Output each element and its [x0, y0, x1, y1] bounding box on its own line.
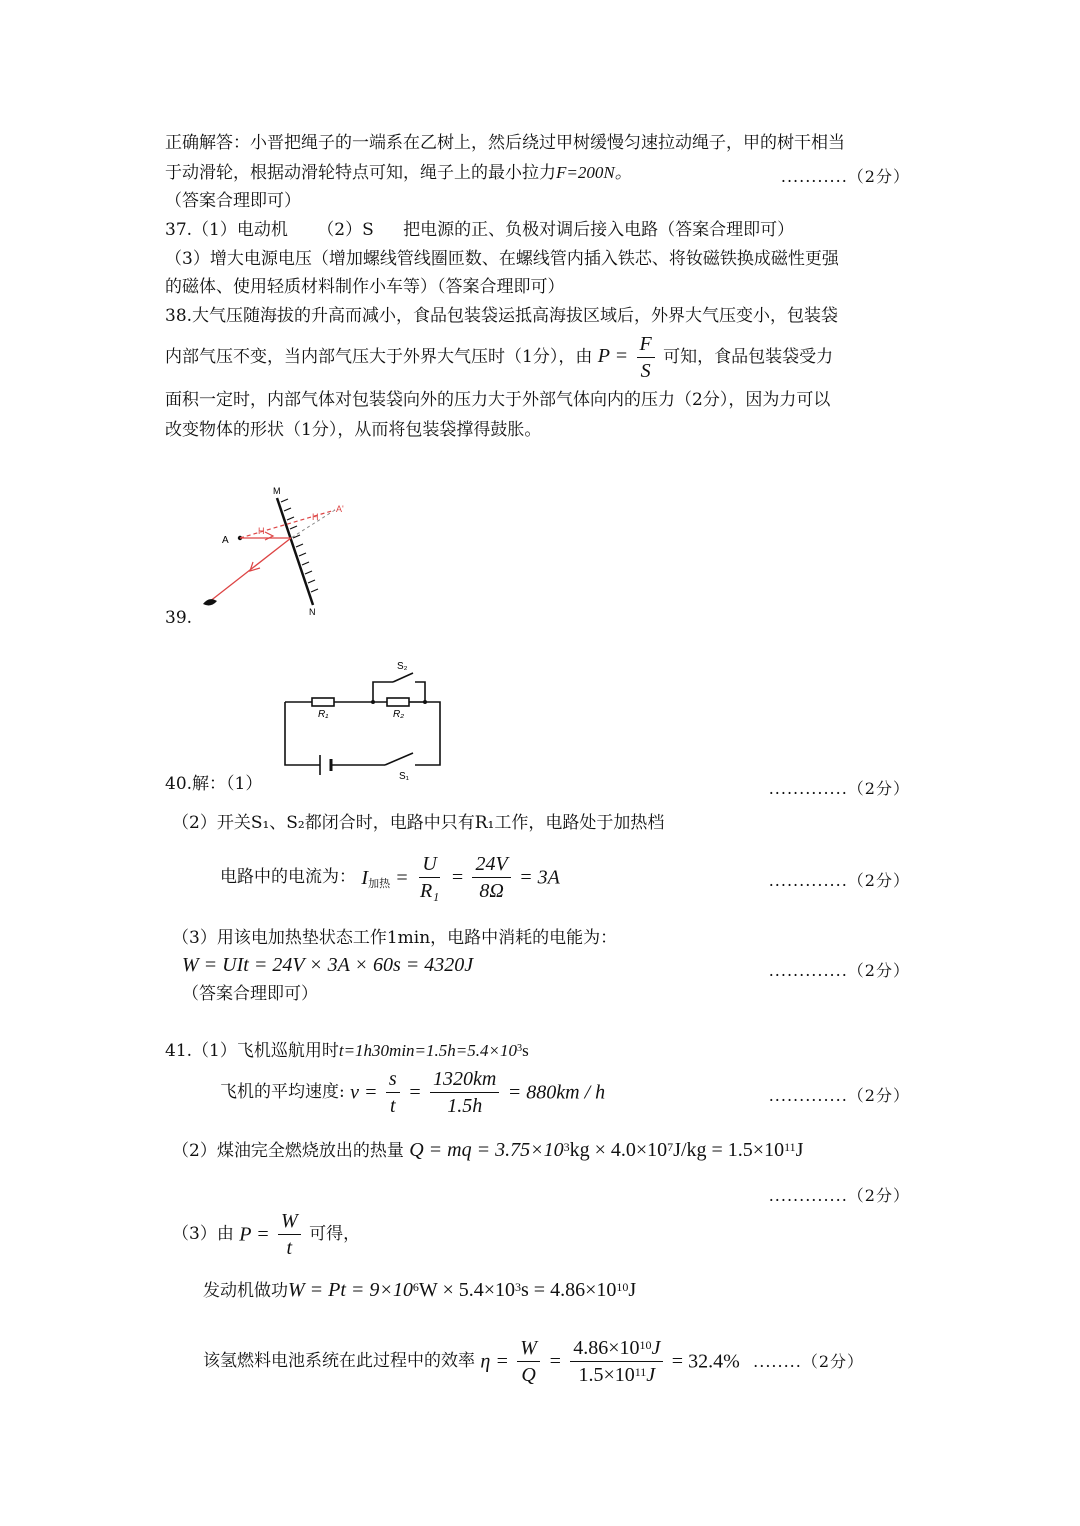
- q38-frac-den: S: [640, 360, 651, 382]
- label-r1: R₁: [318, 709, 329, 720]
- q36-score: ...........（2分）: [780, 167, 910, 186]
- label-r2: R₂: [393, 709, 405, 720]
- label-h2: H: [312, 512, 319, 522]
- q36-line2: [165, 164, 632, 182]
- q41-eff-prefix: 该氢燃料电池系统在此过程中的效率: [203, 1351, 475, 1371]
- q41-part1: [165, 1042, 529, 1060]
- s2-branch-right: [415, 682, 425, 702]
- q41-speed-lhs: v =: [350, 1081, 378, 1104]
- q38-line2: [165, 333, 833, 382]
- q40-current-score: .............（2分）: [768, 871, 910, 890]
- q41-eff-score: ........（2分）: [753, 1351, 865, 1371]
- switch-s2: [393, 673, 413, 682]
- q40-current-line: 电路中的电流为： I加热 = $\frac{U}{\text{R₁}}$ = $\frac{24V}{8\Omega}$ = 3A: [220, 853, 560, 902]
- q41-power-lhs: P =: [239, 1223, 270, 1246]
- q41-part3-prefix: （3）由: [172, 1224, 234, 1244]
- label-n: N: [309, 607, 316, 617]
- q38-line2-text-a: 内部气压不变，当内部气压大于外界大气压时（1分），由: [165, 347, 593, 367]
- q40-current-frac2: $\frac{24V}{8\Omega}$: [472, 853, 510, 902]
- label-a: A: [222, 535, 229, 546]
- q40-energy-score: .............（2分）: [768, 961, 910, 980]
- q40-current-lhs: I加热 =: [361, 866, 409, 890]
- q41-time: $t=1h30\min=1.5h=5.4\times 10^3s$: [338, 1041, 529, 1060]
- q40-part1: 40.解：（1）: [165, 774, 263, 794]
- q37-line3: 的磁体、使用轻质材料制作小车等）（答案合理即可）: [165, 277, 565, 297]
- label-s2: S₂: [397, 661, 408, 672]
- label-h1: H: [258, 526, 265, 536]
- q40-energy-formula: W = UIt = 24V × 3A × 60s = 4320J: [182, 954, 474, 976]
- q41-part3: [172, 1210, 360, 1259]
- q41-part3-suffix: 可得，: [309, 1224, 361, 1244]
- wire-right: [415, 702, 440, 765]
- q38-frac-num: F: [637, 333, 655, 358]
- q41-part2-prefix: （2）煤油完全燃烧放出的热量: [172, 1141, 404, 1161]
- q41-speed-prefix: 飞机的平均速度:: [220, 1082, 345, 1102]
- resistor-r1: [312, 698, 334, 706]
- q40-part1-score: .............（2分）: [768, 779, 910, 798]
- q41-part1-prefix: 41.（1）飞机巡航用时: [165, 1041, 339, 1061]
- incident-arrow: [265, 532, 273, 540]
- switch-s1: [385, 753, 413, 765]
- q41-speed-frac2: $\frac{1320km}{1.5h}$: [430, 1068, 499, 1117]
- label-a-prime: A': [336, 504, 344, 514]
- q41-power-frac: $\frac{W}{t}$: [278, 1210, 301, 1259]
- q37-answer-1: 37.（1）电动机: [165, 220, 288, 240]
- q38-pressure-fraction: [637, 333, 655, 382]
- resistor-r2: [387, 698, 409, 706]
- q41-speed-line: 飞机的平均速度: v = $\frac{s}{t}$ = $\frac{1320km}{1.5h}$ = 880km / h: [220, 1068, 606, 1117]
- q38-line1: 38.大气压随海拔的升高而减小，食品包装袋运抵高海拔区域后，外界大气压变小，包装袋: [165, 306, 839, 326]
- q40-circuit-diagram: [275, 655, 455, 785]
- q41-heat-formula: Q = mq = $3.75\times 10^3kg \times 4.0\times 10^7J/kg = 1.5\times 10^{11}J$: [409, 1139, 804, 1161]
- q41-work-line: [203, 1280, 636, 1300]
- q37-line1: [165, 222, 794, 239]
- eye-icon: [203, 599, 217, 605]
- q41-speed-frac1: $\frac{s}{t}$: [386, 1068, 400, 1117]
- q40-part3: （3）用该电加热垫状态工作1min，电路中消耗的电能为：: [172, 928, 618, 948]
- label-m: M: [273, 486, 281, 496]
- q40-note: （答案合理即可）: [182, 984, 318, 1004]
- wire-left: [285, 702, 320, 765]
- node-left: [371, 700, 375, 704]
- q41-eff-frac2: $\frac{4.86\times 10^{10}J}{1.5\times 10^{11}J}$: [570, 1337, 663, 1386]
- q41-eff-result: = 32.4%: [671, 1350, 740, 1373]
- q41-heat-score: .............（2分）: [768, 1186, 910, 1205]
- q39-number: 39.: [165, 608, 193, 628]
- mirror-line: [277, 498, 313, 605]
- q41-part2: [172, 1140, 803, 1160]
- q41-work-formula: $W = Pt = 9\times 10^6W \times 5.4\times 10^3s = 4.86\times 10^{10}J$: [288, 1279, 637, 1301]
- q40-part2: （2）开关S₁、S₂都闭合时，电路中只有R₁工作，电路处于加热档: [172, 813, 665, 833]
- label-s1: S₁: [399, 771, 410, 782]
- q36-note: （答案合理即可）: [165, 191, 301, 211]
- q37-answer-2-detail: 把电源的正、负极对调后接入电路（答案合理即可）: [403, 220, 795, 240]
- node-right: [423, 700, 427, 704]
- q41-efficiency-line: 该氢燃料电池系统在此过程中的效率 η = $\frac{W}{Q}$ = $\frac{4.86\times 10^{10}J}{1.5\times 10^{11}J}$ = 32.4% ........（2分）: [203, 1337, 865, 1386]
- q41-work-prefix: 发动机做功: [203, 1281, 288, 1301]
- q36-line1: 正确解答：小晋把绳子的一端系在乙树上，然后绕过甲树缓慢匀速拉动绳子，甲的树干相当: [165, 133, 845, 153]
- q40-current-result: = 3A: [519, 866, 560, 889]
- q37-line2: （3）增大电源电压（增加螺线管线圈匝数、在螺线管内插入铁芯、将钕磁铁换成磁性更强: [165, 249, 839, 269]
- image-dash-line: [240, 510, 335, 538]
- q39-mirror-diagram: [195, 480, 355, 620]
- q38-line3: 面积一定时，内部气体对包装袋向外的压力大于外部气体向内的压力（2分），因为力可以: [165, 390, 831, 410]
- q41-eff-frac1: $\frac{W}{Q}$: [517, 1337, 540, 1386]
- q40-current-prefix: 电路中的电流为：: [220, 867, 356, 887]
- q38-pressure-lhs: P =: [597, 345, 629, 367]
- q41-speed-score: .............（2分）: [768, 1086, 910, 1105]
- q41-eff-lhs: η =: [480, 1350, 509, 1373]
- q40-current-frac1: $\frac{U}{\text{R₁}}$: [419, 853, 440, 902]
- q41-speed-result: = 880km / h: [507, 1081, 606, 1104]
- q38-line4: 改变物体的形状（1分），从而将包装袋撑得鼓胀。: [165, 420, 542, 440]
- q36-force: F=200N。: [556, 163, 632, 182]
- q36-line2-text: 于动滑轮，根据动滑轮特点可知，绳子上的最小拉力: [165, 163, 556, 183]
- q38-line2-text-b: 可知，食品包装袋受力: [663, 347, 834, 367]
- q37-answer-2: （2）S: [317, 220, 374, 240]
